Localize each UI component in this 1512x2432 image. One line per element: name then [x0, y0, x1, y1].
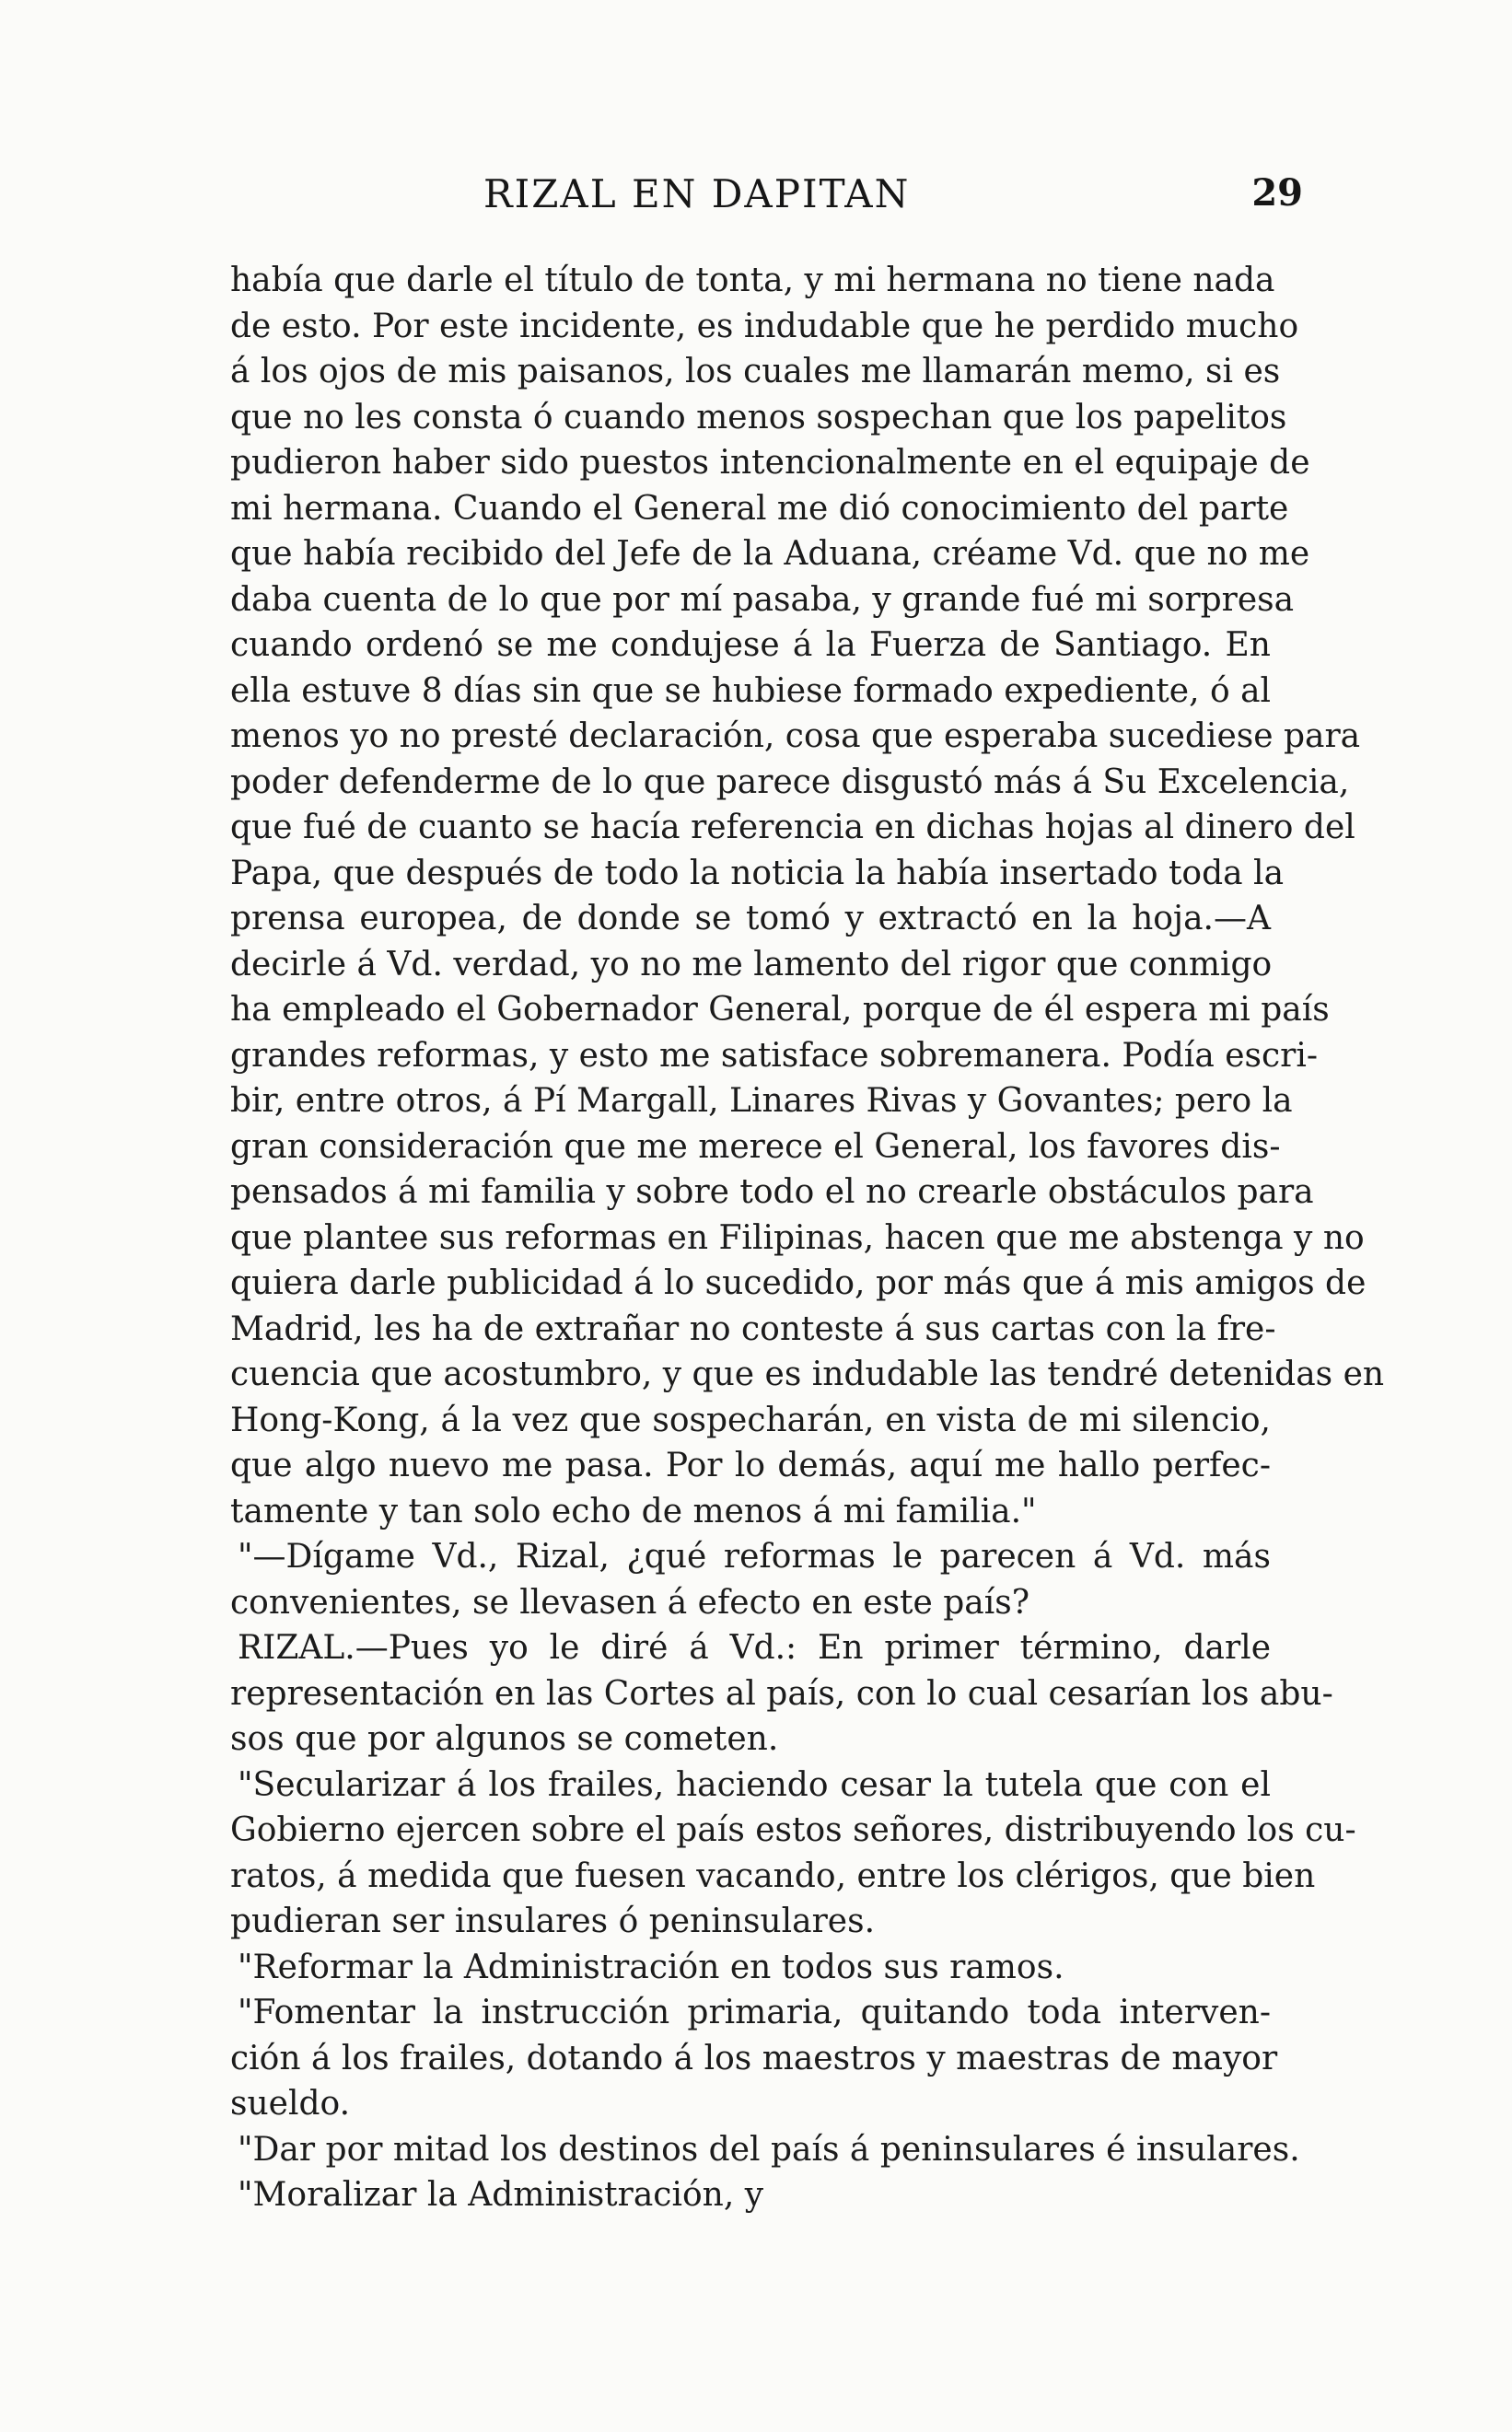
- text-line: de esto. Por este incidente, es indudable que he perdido mucho: [230, 307, 1299, 345]
- text-line: ción á los frailes, dotando á los maestros y maestras de mayor: [230, 2039, 1278, 2077]
- text-line: Madrid, les ha de extrañar no conteste á sus cartas con la fre-: [230, 1309, 1276, 1348]
- text-line: prensa europea, de donde se tomó y extractó en la hoja.—A: [230, 900, 1271, 937]
- text-line: que no les consta ó cuando menos sospechan que los papelitos: [230, 398, 1287, 436]
- text-line: pensados á mi familia y sobre todo el no crearle obstáculos para: [230, 1173, 1314, 1211]
- text-line: "Reformar la Administración en todos sus ramos.: [238, 1948, 1064, 1986]
- text-line: Hong-Kong, á la vez que sospecharán, en vista de mi silencio,: [230, 1401, 1271, 1439]
- text-line: pudieran ser insulares ó peninsulares.: [230, 1903, 876, 1940]
- text-line: que plantee sus reformas en Filipinas, hacen que me abstenga y no: [230, 1218, 1365, 1257]
- text-line: cuencia que acostumbro, y que es indudable las tendré detenidas en: [230, 1356, 1385, 1393]
- text-line: daba cuenta de lo que por mí pasaba, y grande fué mi sorpresa: [230, 580, 1295, 619]
- text-line: "—Dígame Vd., Rizal, ¿qué reformas le parecen á Vd. más: [238, 1538, 1271, 1576]
- text-line: menos yo no presté declaración, cosa que esperaba sucediese para: [230, 717, 1361, 755]
- text-line: Gobierno ejercen sobre el país estos señores, distribuyendo los cu-: [230, 1811, 1356, 1849]
- text-line: que algo nuevo me pasa. Por lo demás, aquí me hallo perfec-: [230, 1447, 1271, 1484]
- running-head: RIZAL EN DAPITAN: [483, 171, 911, 216]
- text-line: "Fomentar la instrucción primaria, quitando toda interven-: [238, 1994, 1271, 2031]
- text-line: poder defenderme de lo que parece disgustó más á Su Excelencia,: [230, 762, 1350, 801]
- text-line: RIZAL.—Pues yo le diré á Vd.: En primer término, darle: [238, 1629, 1271, 1667]
- text-line: convenientes, se llevasen á efecto en este país?: [230, 1583, 1030, 1622]
- text-line: grandes reformas, y esto me satisface sobremanera. Podía escri-: [230, 1036, 1319, 1075]
- text-line: decirle á Vd. verdad, yo no me lamento del rigor que conmigo: [230, 945, 1273, 983]
- text-line: ella estuve 8 días sin que se hubiese formado expediente, ó al: [230, 671, 1272, 710]
- text-line: que había recibido del Jefe de la Aduana, créame Vd. que no me: [230, 535, 1310, 573]
- text-line: cuando ordenó se me condujese á la Fuerza de Santiago. En: [230, 626, 1271, 664]
- text-line: "Moralizar la Administración, y: [238, 2176, 764, 2214]
- text-line: ratos, á medida que fuesen vacando, entre los clérigos, que bien: [230, 1856, 1316, 1895]
- text-line: "Dar por mitad los destinos del país á peninsulares é insulares.: [238, 2130, 1300, 2169]
- text-line: había que darle el título de tonta, y mi hermana no tiene nada: [230, 262, 1275, 299]
- text-line: tamente y tan solo echo de menos á mi familia.": [230, 1492, 1037, 1530]
- page-header: [230, 166, 1303, 230]
- text-line: gran consideración que me merece el General, los favores dis-: [230, 1127, 1281, 1166]
- text-line: que fué de cuanto se hacía referencia en dichas hojas al dinero del: [230, 809, 1355, 846]
- text-line: ha empleado el Gobernador General, porque de él espera mi país: [230, 991, 1330, 1029]
- text-line: pudieron haber sido puestos intencionalmente en el equipaje de: [230, 444, 1310, 482]
- body-text: [230, 258, 1385, 2218]
- text-line: á los ojos de mis paisanos, los cuales me llamarán memo, si es: [230, 353, 1281, 390]
- page-number: 29: [1251, 171, 1303, 215]
- text-line: sueldo.: [230, 2085, 351, 2123]
- text-line: sos que por algunos se cometen.: [230, 1720, 779, 1758]
- text-line: bir, entre otros, á Pí Margall, Linares Rivas y Govantes; pero la: [230, 1082, 1293, 1120]
- text-line: quiera darle publicidad á lo sucedido, por más que á mis amigos de: [230, 1264, 1367, 1302]
- text-line: Papa, que después de todo la noticia la había insertado toda la: [230, 854, 1285, 892]
- text-line: mi hermana. Cuando el General me dió conocimiento del parte: [230, 489, 1289, 528]
- text-line: representación en las Cortes al país, con lo cual cesarían los abu-: [230, 1674, 1333, 1713]
- text-line: "Secularizar á los frailes, haciendo cesar la tutela que con el: [238, 1765, 1271, 1804]
